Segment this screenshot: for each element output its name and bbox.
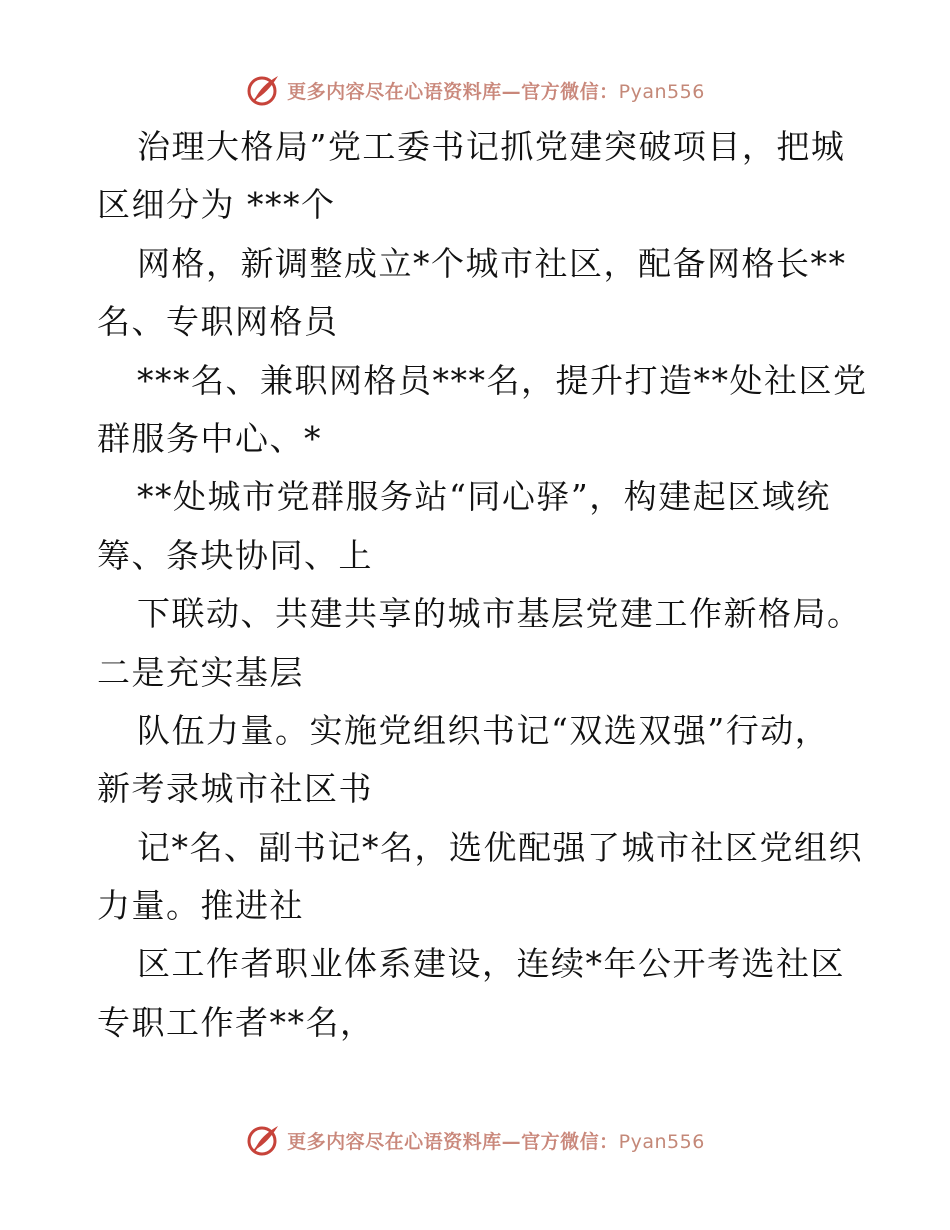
text-line: 区工作者职业体系建设，连续*年公开考选社区	[137, 944, 845, 984]
quill-pen-icon	[245, 72, 281, 108]
text-line: 二是充实基层	[97, 652, 304, 692]
quill-pen-icon	[245, 1122, 281, 1158]
text-line: 队伍力量。实施党组织书记“双选双强”行动，	[137, 710, 830, 750]
text-line: 新考录城市社区书	[97, 769, 373, 809]
text-line: ***名、兼职网格员***名，提升打造**处社区党	[137, 360, 868, 400]
text-line: 下联动、共建共享的城市基层党建工作新格局。	[137, 594, 862, 634]
header-banner-text: 更多内容尽在心语资料库—官方微信：Pyan556	[287, 80, 705, 103]
text-line: 筹、条块协同、上	[97, 535, 373, 575]
text-line: 区细分为 ***个	[97, 185, 336, 225]
footer-banner	[0, 1120, 950, 1160]
document-body	[97, 118, 868, 1052]
text-line: 名、专职网格员	[97, 302, 339, 342]
text-line: 记*名、副书记*名，选优配强了城市社区党组织	[137, 827, 863, 867]
text-line: 力量。推进社	[97, 886, 304, 926]
footer-banner-text: 更多内容尽在心语资料库—官方微信：Pyan556	[287, 1130, 705, 1153]
text-line: 治理大格局”党工委书记抓党建突破项目，把城	[137, 127, 846, 166]
text-line: 群服务中心、*	[97, 418, 322, 458]
header-banner	[0, 70, 950, 110]
footer-wechat-id: Pyan556	[618, 1130, 705, 1153]
text-line: 网格，新调整成立*个城市社区，配备网格长**	[137, 243, 847, 283]
text-line: **处城市党群服务站“同心驿”，构建起区域统	[137, 477, 831, 517]
header-wechat-id: Pyan556	[618, 80, 705, 103]
text-line: 专职工作者**名，	[97, 1002, 375, 1042]
